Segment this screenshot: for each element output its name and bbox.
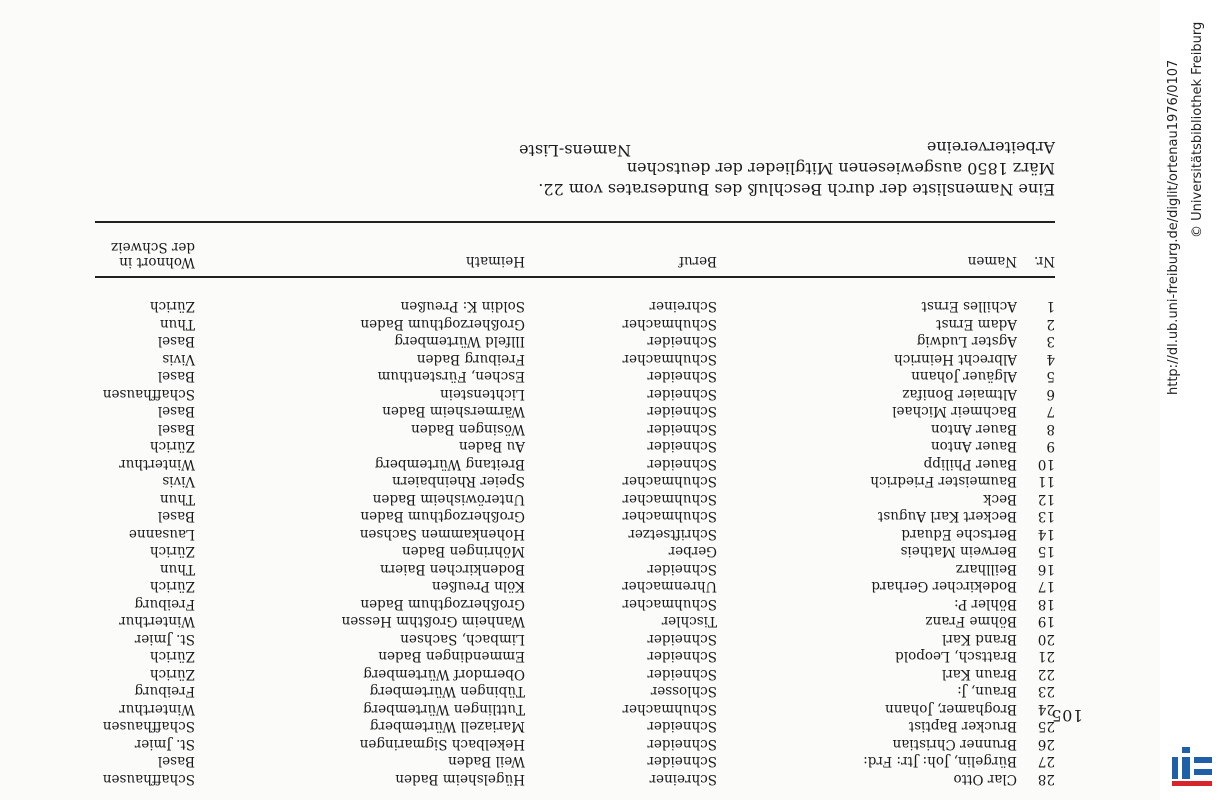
cell-wohnort: Vivis: [162, 473, 195, 490]
cell-heimath: Unteröwisheim Baden: [372, 491, 525, 507]
cell-beruf: Schlosser: [650, 683, 717, 700]
table-row: [95, 455, 1055, 473]
cell-nr: 19: [1037, 613, 1055, 630]
cell-beruf: Schneider: [647, 666, 717, 682]
cell-heimath: Oberndorf Würtemberg: [363, 666, 525, 682]
cell-heimath: Lichtenstein: [439, 386, 525, 402]
cell-beruf: Schuhmacher: [622, 508, 717, 525]
cell-beruf: Schneider: [647, 456, 717, 472]
table-row: [95, 560, 1055, 578]
table-row: [95, 717, 1055, 735]
cell-heimath: Wösingen Baden: [411, 421, 525, 437]
cell-name: Brunner Christian: [892, 736, 1017, 752]
cell-nr: 15: [1037, 543, 1055, 560]
cell-wohnort: Zürich: [149, 666, 195, 682]
table-row: [95, 700, 1055, 718]
cell-heimath: Breitang Würtemberg: [374, 456, 525, 472]
cell-name: Altmaier Bonifaz: [902, 386, 1017, 402]
cell-name: Brattsch, Leopold: [895, 648, 1017, 665]
cell-beruf: Uhrenmacher: [622, 578, 717, 595]
cell-heimath: Emmendingen Baden: [378, 648, 525, 665]
cell-wohnort: St. Jmier: [134, 631, 195, 647]
cell-heimath: Eschen, Fürstenthum: [377, 368, 525, 385]
cell-beruf: Schuhmacher: [622, 491, 717, 507]
table-header-rule: [95, 276, 1055, 278]
cell-nr: 7: [1046, 403, 1055, 420]
cell-nr: 17: [1037, 578, 1055, 595]
cell-name: Böhme Franz: [925, 613, 1017, 630]
cell-wohnort: Winterthur: [119, 456, 195, 472]
cell-nr: 16: [1037, 561, 1055, 577]
table-row: [95, 595, 1055, 613]
cell-name: Brucker Baptist: [908, 718, 1017, 735]
table-row: [95, 612, 1055, 630]
cell-heimath: Illfeld Würtemberg: [394, 333, 525, 350]
table-header: [95, 229, 1055, 273]
cell-nr: 20: [1037, 631, 1055, 647]
cell-wohnort: Basel: [157, 403, 195, 420]
cell-wohnort: St. Jmier: [134, 736, 195, 752]
cell-wohnort: Basel: [157, 333, 195, 350]
cell-name: Braun, J:: [957, 683, 1017, 700]
cell-heimath: Großherzogthum Baden: [360, 508, 525, 525]
table-row: [95, 630, 1055, 648]
cell-heimath: Hügelsheim Baden: [395, 771, 525, 787]
cell-name: Berwein Matheis: [900, 543, 1017, 560]
header-nr: Nr.: [1033, 253, 1055, 269]
page-number: 105: [1050, 706, 1083, 725]
ub-freiburg-logo-icon: [1170, 745, 1214, 789]
header-wohnort: Wohnort in der Schweiz: [111, 239, 195, 270]
cell-wohnort: Schaffhausen: [102, 771, 195, 787]
cell-beruf: Schuhmacher: [622, 701, 717, 717]
cell-beruf: Schneider: [647, 421, 717, 437]
cell-heimath: Großherzogthum Baden: [360, 596, 525, 612]
cell-name: Böhler P:: [954, 596, 1017, 612]
table-row: [95, 525, 1055, 543]
cell-heimath: Tübingen Würtemberg: [369, 683, 525, 700]
table-row: [95, 665, 1055, 683]
logo-bar-right-bottom: [1194, 769, 1212, 775]
table-row: [95, 367, 1055, 385]
logo-bar-mid: [1182, 757, 1190, 779]
cell-nr: 22: [1037, 666, 1055, 682]
cell-name: Bauer Anton: [930, 421, 1017, 437]
cell-name: Bauer Philipp: [923, 456, 1017, 472]
cell-heimath: Möhringen Baden: [401, 543, 525, 560]
cell-nr: 6: [1046, 386, 1055, 402]
cell-wohnort: Basel: [157, 368, 195, 385]
cell-nr: 21: [1037, 648, 1055, 665]
table-row: [95, 350, 1055, 368]
cell-name: Bodekircher Gerhard: [871, 578, 1017, 595]
table-row: [95, 507, 1055, 525]
cell-name: Broghamer, Johann: [885, 701, 1017, 717]
rotated-document-sheet: [95, 105, 1083, 787]
cell-beruf: Schneider: [647, 631, 717, 647]
cell-wohnort: Zürich: [149, 298, 195, 315]
cell-nr: 8: [1046, 421, 1055, 437]
cell-beruf: Schneider: [647, 648, 717, 665]
table-row: [95, 332, 1055, 350]
cell-beruf: Schneider: [647, 438, 717, 455]
table-row: [95, 542, 1055, 560]
cell-wohnort: Zürich: [149, 543, 195, 560]
cell-heimath: Limbach, Sachsen: [400, 631, 525, 647]
table-row: [95, 490, 1055, 508]
cell-name: Adam Ernst: [936, 316, 1017, 332]
cell-nr: 1: [1046, 298, 1055, 315]
cell-wohnort: Zürich: [149, 648, 195, 665]
page-title: Namens-Liste: [519, 141, 631, 160]
table-row: [95, 577, 1055, 595]
cell-name: Beckert Karl August: [877, 508, 1017, 525]
cell-wohnort: Winterthur: [119, 613, 195, 630]
table-row: [95, 420, 1055, 438]
cell-nr: 23: [1037, 683, 1055, 700]
cell-heimath: Bodenkirchen Baiern: [380, 561, 525, 577]
cell-name: Beillharz: [955, 561, 1017, 577]
cell-beruf: Schneider: [647, 386, 717, 402]
table-row: [95, 770, 1055, 788]
cell-wohnort: Basel: [157, 753, 195, 770]
cell-heimath: Wärmersheim Baden: [382, 403, 525, 420]
cell-nr: 10: [1037, 456, 1055, 472]
cell-nr: 12: [1037, 491, 1055, 507]
cell-heimath: Tuttlingen Würtemberg: [363, 701, 525, 717]
cell-beruf: Schreiner: [649, 771, 717, 787]
table-row: [95, 472, 1055, 490]
logo-bar-top: [1182, 747, 1190, 753]
cell-heimath: Au Baden: [458, 438, 525, 455]
cell-wohnort: Thun: [159, 316, 195, 332]
cell-nr: 14: [1037, 526, 1055, 542]
header-beruf: Beruf: [678, 253, 717, 269]
permalink-url[interactable]: http://dl.ub.uni-freiburg.de/diglit/ortenau1976/0107: [1166, 59, 1181, 395]
cell-wohnort: Basel: [157, 508, 195, 525]
cell-nr: 27: [1037, 753, 1055, 770]
cell-beruf: Schuhmacher: [622, 351, 717, 367]
cell-wohnort: Zürich: [149, 438, 195, 455]
logo-bar-red: [1172, 781, 1212, 786]
logo-bar-right-top: [1194, 757, 1212, 763]
cell-heimath: Köln Preußen: [431, 578, 525, 595]
cell-wohnort: Zürich: [149, 578, 195, 595]
cell-beruf: Schneider: [647, 333, 717, 350]
cell-heimath: Wanheim Großthm Hessen: [341, 613, 525, 630]
cell-nr: 3: [1046, 333, 1055, 350]
cell-beruf: Schneider: [647, 561, 717, 577]
cell-heimath: Weil Baden: [448, 753, 525, 770]
cell-heimath: Freiburg Baden: [416, 351, 525, 367]
cell-nr: 25: [1037, 718, 1055, 735]
cell-nr: 26: [1037, 736, 1055, 752]
logo-bar-left: [1172, 757, 1178, 779]
cell-name: Bachmeir Michael: [892, 403, 1017, 420]
cell-beruf: Schuhmacher: [622, 316, 717, 332]
cell-wohnort: Thun: [159, 491, 195, 507]
table-row: [95, 647, 1055, 665]
cell-beruf: Schuhmacher: [622, 473, 717, 490]
cell-name: Bauer Anton: [930, 438, 1017, 455]
cell-name: Bertsche Eduard: [901, 526, 1017, 542]
cell-name: Algäuer Johann: [911, 368, 1017, 385]
table-row: [95, 437, 1055, 455]
header-name: Namen: [967, 253, 1017, 269]
table-row: [95, 385, 1055, 403]
cell-heimath: Mariazell Würtemberg: [369, 718, 525, 735]
cell-name: Beck: [983, 491, 1017, 507]
cell-wohnort: Thun: [159, 561, 195, 577]
cell-name: Albrecht Heinrich: [894, 351, 1017, 367]
cell-beruf: Schneider: [647, 736, 717, 752]
cell-name: Achilles Ernst: [921, 298, 1017, 315]
cell-beruf: Schneider: [647, 753, 717, 770]
cell-heimath: Großherzogthum Baden: [360, 316, 525, 332]
table-row: [95, 735, 1055, 753]
cell-beruf: Schneider: [647, 718, 717, 735]
cell-heimath: Speier Rheinbaiern: [392, 473, 525, 490]
cell-heimath: Soldin K: Preußen: [400, 298, 525, 315]
cell-nr: 28: [1037, 771, 1055, 787]
cell-nr: 9: [1046, 438, 1055, 455]
cell-beruf: Schneider: [647, 403, 717, 420]
cell-beruf: Schriftsetzer: [628, 526, 717, 542]
table-row: [95, 297, 1055, 315]
copyright-notice: © Universitätsbibliothek Freiburg: [1190, 21, 1205, 238]
cell-wohnort: Schaffhausen: [102, 718, 195, 735]
cell-nr: 11: [1037, 473, 1055, 490]
cell-wohnort: Vivis: [162, 351, 195, 367]
cell-name: Braun Karl: [941, 666, 1017, 682]
cell-wohnort: Basel: [157, 421, 195, 437]
cell-wohnort: Winterthur: [119, 701, 195, 717]
cell-name: Brand Karl: [942, 631, 1017, 647]
table-row: [95, 682, 1055, 700]
cell-wohnort: Lausanne: [128, 526, 195, 542]
cell-name: Baumeister Friedrich: [870, 473, 1017, 490]
cell-name: Bürgelin, Joh: Jtr: Frd:: [863, 753, 1017, 770]
cell-wohnort: Freiburg: [134, 683, 195, 700]
cell-heimath: Hohenkammen Sachsen: [359, 526, 525, 542]
table-row: [95, 315, 1055, 333]
header-heimath: Heimath: [465, 253, 525, 269]
cell-beruf: Tischler: [661, 613, 717, 630]
table-body: [95, 280, 1055, 787]
cell-beruf: Schneider: [647, 368, 717, 385]
table-row: [95, 752, 1055, 770]
cell-beruf: Schreiner: [649, 298, 717, 315]
cell-heimath: Hekelbach Sigmaringen: [359, 736, 525, 752]
table-row: [95, 402, 1055, 420]
cell-nr: 5: [1046, 368, 1055, 385]
cell-nr: 18: [1037, 596, 1055, 612]
cell-beruf: Gerber: [668, 543, 717, 560]
cell-name: Clar Otto: [953, 771, 1017, 787]
table-top-rule: [95, 221, 1055, 223]
cell-wohnort: Schaffhausen: [102, 386, 195, 402]
cell-wohnort: Freiburg: [134, 596, 195, 612]
cell-beruf: Schuhmacher: [622, 596, 717, 612]
page-subtitle: Eine Namensliste der durch Beschluß des Bundesrates vom 22. März 1850 ausgewiesenen Mitglieder der deutschen Arbeitervereine: [538, 138, 1055, 199]
cell-nr: 4: [1046, 351, 1055, 367]
cell-nr: 24: [1037, 701, 1055, 717]
cell-nr: 13: [1037, 508, 1055, 525]
cell-nr: 2: [1046, 316, 1055, 332]
cell-name: Agster Ludwig: [916, 333, 1017, 350]
